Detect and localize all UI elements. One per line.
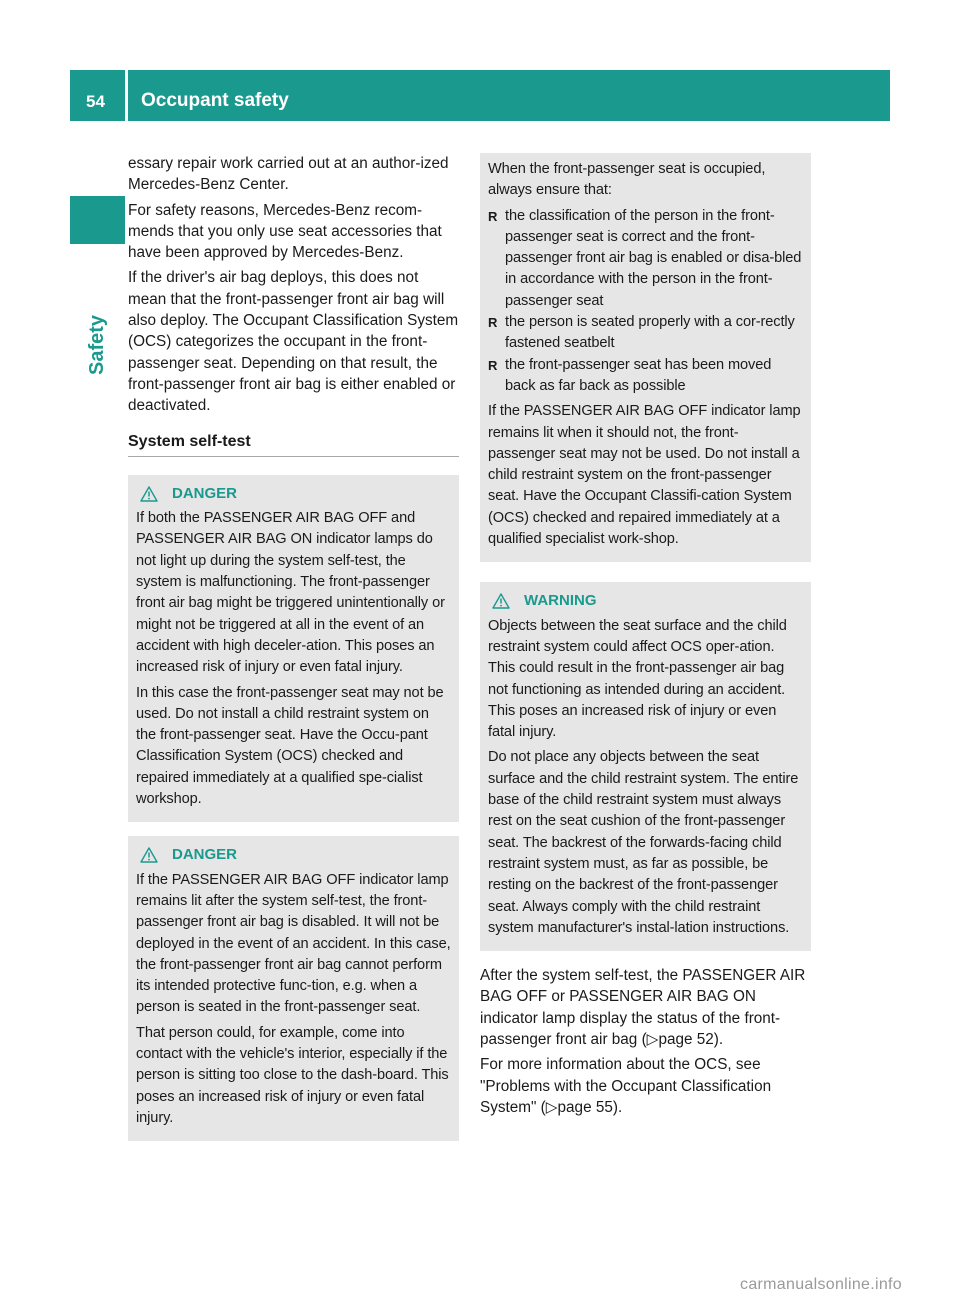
paragraph	[480, 965, 811, 1050]
warning-label: WARNING	[524, 592, 597, 610]
bullet-mark: R	[488, 357, 498, 373]
section-heading: System self-test	[128, 431, 459, 457]
list-item-text: the front-passenger seat has been moved back as far back as possible	[505, 356, 772, 394]
list-item-text: the classification of the person in the front-passenger seat is correct and the front-passenger front air bag is enabled or disa-bled in accordance with the person in the front-passenger seat	[505, 207, 802, 309]
paragraph-end: ).	[612, 1098, 623, 1116]
warning-box	[480, 582, 811, 951]
page-ref-arrow-icon: ▷	[545, 1098, 558, 1116]
warning-triangle-icon	[492, 593, 510, 609]
page-ref-arrow-icon: ▷	[646, 1030, 659, 1048]
side-tab-marker	[70, 196, 125, 244]
warning-heading	[492, 590, 803, 611]
paragraph-end: ).	[713, 1030, 724, 1048]
list-item-text: the person is seated properly with a cor-rectly fastened seatbelt	[505, 314, 795, 352]
danger-label: DANGER	[172, 846, 238, 864]
page-header	[70, 70, 890, 121]
bullet-mark: R	[488, 315, 498, 331]
info-closing: If the PASSENGER AIR BAG OFF indicator lamp remains lit when it should not, the front-passenger seat may not be used. Do not install a child restraint system on the front-passenger seat. Have the Occupant Classifi-cation System (OCS) checked and repaired immediately at a qualified specialist work-shop.	[488, 403, 801, 548]
right-column	[480, 153, 811, 1122]
paragraph	[480, 1054, 811, 1118]
side-tab-label: Safety	[85, 314, 108, 376]
danger-heading	[140, 844, 451, 865]
danger-heading	[140, 483, 451, 504]
info-box	[480, 153, 811, 562]
danger-text: If both the PASSENGER AIR BAG OFF and PASSENGER AIR BAG ON indicator lamps do not light up during the system self-test, the system is malfunctioning. The front-passenger front air bag might be triggered unintentionally or might not be triggered at all in the event of an accident with high deceler-ation. This poses an increased risk of injury or even fatal injury.	[136, 510, 445, 676]
page-number: 54	[70, 70, 125, 121]
danger-text: If the PASSENGER AIR BAG OFF indicator lamp remains lit after the system self-test, the front-passenger front air bag is disabled. It will not be deployed in the event of an accident. In this case, the front-passenger front air bag cannot perform its intended protective func-tion, e.g. when a person is seated in the front-passenger seat.	[136, 871, 451, 1016]
danger-text: In this case the front-passenger seat may not be used. Do not install a child restraint system on the front-passenger seat. Have the Occu-pant Classification System (OCS) checked and repaired immediately at a qualified spe-cialist workshop.	[136, 684, 444, 808]
bullet-list	[488, 206, 803, 398]
danger-box	[128, 836, 459, 1141]
bullet-mark: R	[488, 208, 498, 224]
page-title: Occupant safety	[128, 70, 890, 121]
info-intro: When the front-passenger seat is occupied, always ensure that:	[488, 161, 766, 199]
danger-box	[128, 475, 459, 822]
list-item	[488, 206, 803, 312]
page-reference-link[interactable]: page 52	[658, 1030, 714, 1048]
danger-text: That person could, for example, come into contact with the vehicle's interior, especially if the person is sitting too close to the dash-board. This poses an increased risk of injury or even fatal injury.	[136, 1024, 449, 1126]
list-item	[488, 312, 803, 355]
page-reference-link[interactable]: page 55	[557, 1098, 613, 1116]
watermark: carmanualsonline.info	[740, 1276, 902, 1293]
danger-label: DANGER	[172, 484, 238, 502]
paragraph: For safety reasons, Mercedes-Benz recom-mends that you only use seat accessories that have been approved by Mercedes-Benz.	[128, 201, 442, 262]
warning-triangle-icon	[140, 847, 158, 863]
list-item	[488, 355, 803, 398]
warning-text: Do not place any objects between the seat surface and the child restraint system. The entire base of the child restraint system must always rest on the seat cushion of the front-passenger seat. The backrest of the forwards-facing child restraint system must, as far as possible, be resting on the backrest of the front-passenger seat. Always comply with the child restraint system manufacturer's instal-lation instructions.	[488, 749, 799, 936]
warning-triangle-icon	[140, 486, 158, 502]
paragraph: essary repair work carried out at an author-ized Mercedes-Benz Center.	[128, 155, 449, 194]
paragraph-text: For more information about the OCS, see "Problems with the Occupant Classification System" (	[480, 1056, 772, 1116]
warning-text: Objects between the seat surface and the child restraint system could affect OCS oper-ation. This could result in the front-passenger air bag not functioning as intended during an accident. This poses an increased risk of injury or even fatal injury.	[488, 617, 787, 741]
left-column	[128, 153, 459, 1155]
paragraph: If the driver's air bag deploys, this does not mean that the front-passenger front air bag will also deploy. The Occupant Classification System (OCS) categorizes the occupant in the front-passenger seat. Depending on that result, the front-passenger front air bag is either enabled or deactivated.	[128, 269, 459, 415]
paragraph-text: After the system self-test, the PASSENGER AIR BAG OFF or PASSENGER AIR BAG ON indicator lamp display the status of the front-passenger front air bag (	[480, 967, 806, 1048]
